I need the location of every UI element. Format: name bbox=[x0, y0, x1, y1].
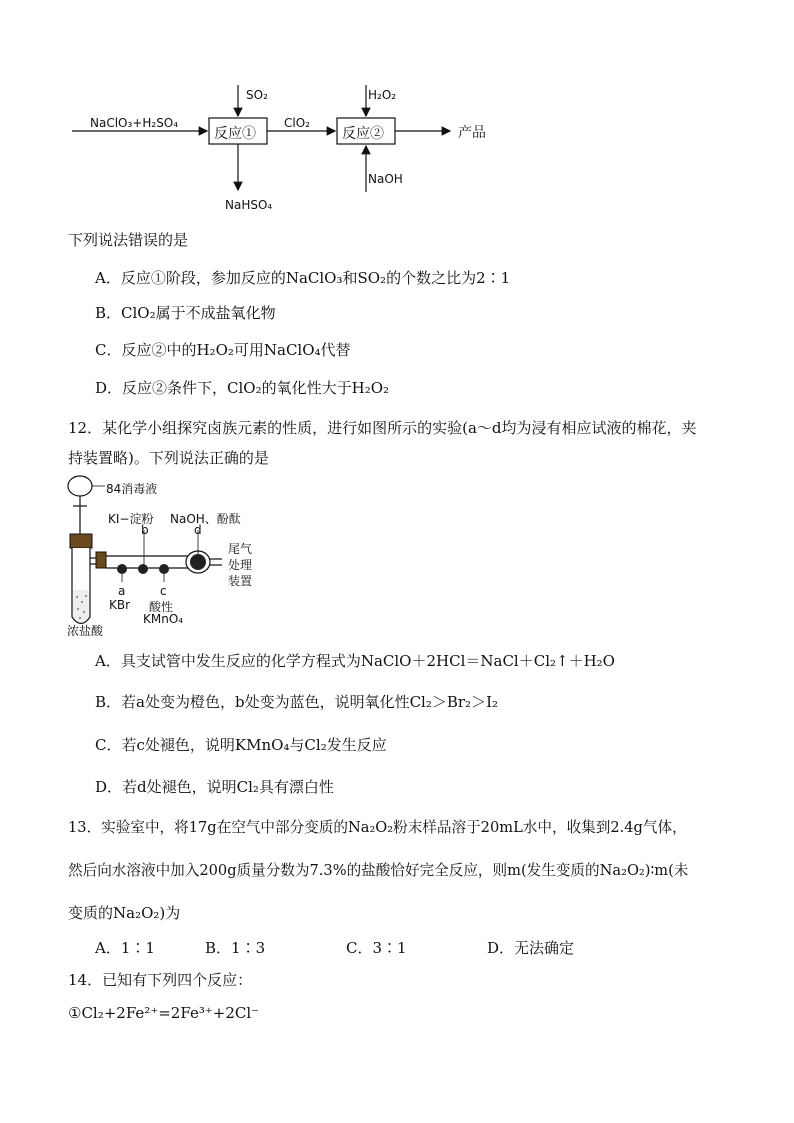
q12-stem-line1: 12．某化学小组探究卤族元素的性质，进行如图所示的实验(a～d均为浸有相应试液的棉花，夹 bbox=[68, 419, 697, 437]
q11-option-c[interactable]: C．反应②中的H₂O₂可用NaClO₄代替 bbox=[95, 341, 351, 359]
clo2-label: ClO₂ bbox=[284, 116, 310, 130]
label-naoh-phenolphthalein: NaOH、酚酞 bbox=[170, 512, 241, 526]
label-kbr: KBr bbox=[109, 598, 131, 612]
reaction-2-label: 反应② bbox=[342, 126, 384, 142]
q12-option-a[interactable]: A．具支试管中发生反应的化学方程式为NaClO＋2HCl＝NaCl＋Cl₂↑＋H₂O bbox=[95, 652, 615, 670]
q13-option-d[interactable]: D．无法确定 bbox=[487, 939, 575, 957]
q11-option-d[interactable]: D．反应②条件下，ClO₂的氧化性大于H₂O₂ bbox=[95, 379, 390, 397]
label-ki-starch: KI−淀粉 bbox=[108, 512, 154, 526]
naoh-label: NaOH bbox=[368, 172, 403, 186]
q13-stem-line1: 13．实验室中，将17g在空气中部分变质的Na₂O₂粉末样品溶于20mL水中，收集到2.4g气体， bbox=[68, 819, 687, 836]
q11-stem: 下列说法错误的是 bbox=[68, 231, 189, 249]
reaction-1-label: 反应① bbox=[214, 126, 256, 142]
q14-stem: 14．已知有下列四个反应： bbox=[68, 971, 253, 989]
h2o2-label: H₂O₂ bbox=[368, 88, 397, 102]
q11-option-a[interactable]: A．反应①阶段，参加反应的NaClO₃和SO₂的个数之比为2∶1 bbox=[95, 269, 511, 287]
cotton-c bbox=[159, 564, 169, 574]
nahso4-label: NaHSO₄ bbox=[225, 198, 273, 212]
label-tail-gas-2: 处理 bbox=[228, 558, 253, 572]
cotton-b bbox=[138, 564, 148, 574]
q12-option-b[interactable]: B．若a处变为橙色，b处变为蓝色，说明氧化性Cl₂＞Br₂＞I₂ bbox=[95, 693, 499, 711]
so2-label: SO₂ bbox=[246, 88, 268, 102]
label-c: c bbox=[160, 584, 167, 598]
q13-option-b[interactable]: B．1∶3 bbox=[205, 939, 266, 957]
product-label: 产品 bbox=[458, 125, 486, 141]
flow-input-label: NaClO₃+H₂SO₄ bbox=[90, 116, 179, 130]
label-d: d bbox=[194, 523, 202, 537]
q11-option-b[interactable]: B．ClO₂属于不成盐氧化物 bbox=[95, 304, 276, 322]
label-kmno4: KMnO₄ bbox=[143, 612, 184, 626]
dropping-funnel bbox=[68, 476, 92, 496]
label-a: a bbox=[118, 584, 126, 598]
cotton-d bbox=[190, 554, 206, 570]
q13-option-c[interactable]: C．3∶1 bbox=[346, 939, 407, 957]
q14-reaction-1: ①Cl₂+2Fe²⁺=2Fe³⁺+2Cl⁻ bbox=[68, 1004, 260, 1022]
side-stopper bbox=[96, 552, 106, 568]
process-flow-diagram bbox=[0, 0, 794, 225]
rubber-stopper bbox=[70, 534, 92, 548]
q12-option-c[interactable]: C．若c处褪色，说明KMnO₄与Cl₂发生反应 bbox=[95, 736, 387, 754]
q13-stem-line2: 然后向水溶液中加入200g质量分数为7.3%的盐酸恰好完全反应，则m(发生变质的Na₂O₂)∶m(未 bbox=[68, 862, 689, 879]
cotton-a bbox=[117, 564, 127, 574]
q12-option-d[interactable]: D．若d处褪色，说明Cl₂具有漂白性 bbox=[95, 778, 334, 796]
label-b: b bbox=[141, 523, 149, 537]
label-tail-gas-3: 装置 bbox=[228, 574, 253, 588]
q13-option-a[interactable]: A．1∶1 bbox=[95, 939, 155, 957]
label-acidic: 酸性 bbox=[149, 600, 174, 614]
q13-stem-line3: 变质的Na₂O₂)为 bbox=[68, 904, 181, 922]
label-tail-gas-1: 尾气 bbox=[228, 542, 253, 556]
label-84-disinfectant: 84消毒液 bbox=[106, 482, 158, 496]
label-conc-hcl: 浓盐酸 bbox=[67, 624, 104, 638]
q12-stem-line2: 持装置略)。下列说法正确的是 bbox=[68, 449, 269, 467]
